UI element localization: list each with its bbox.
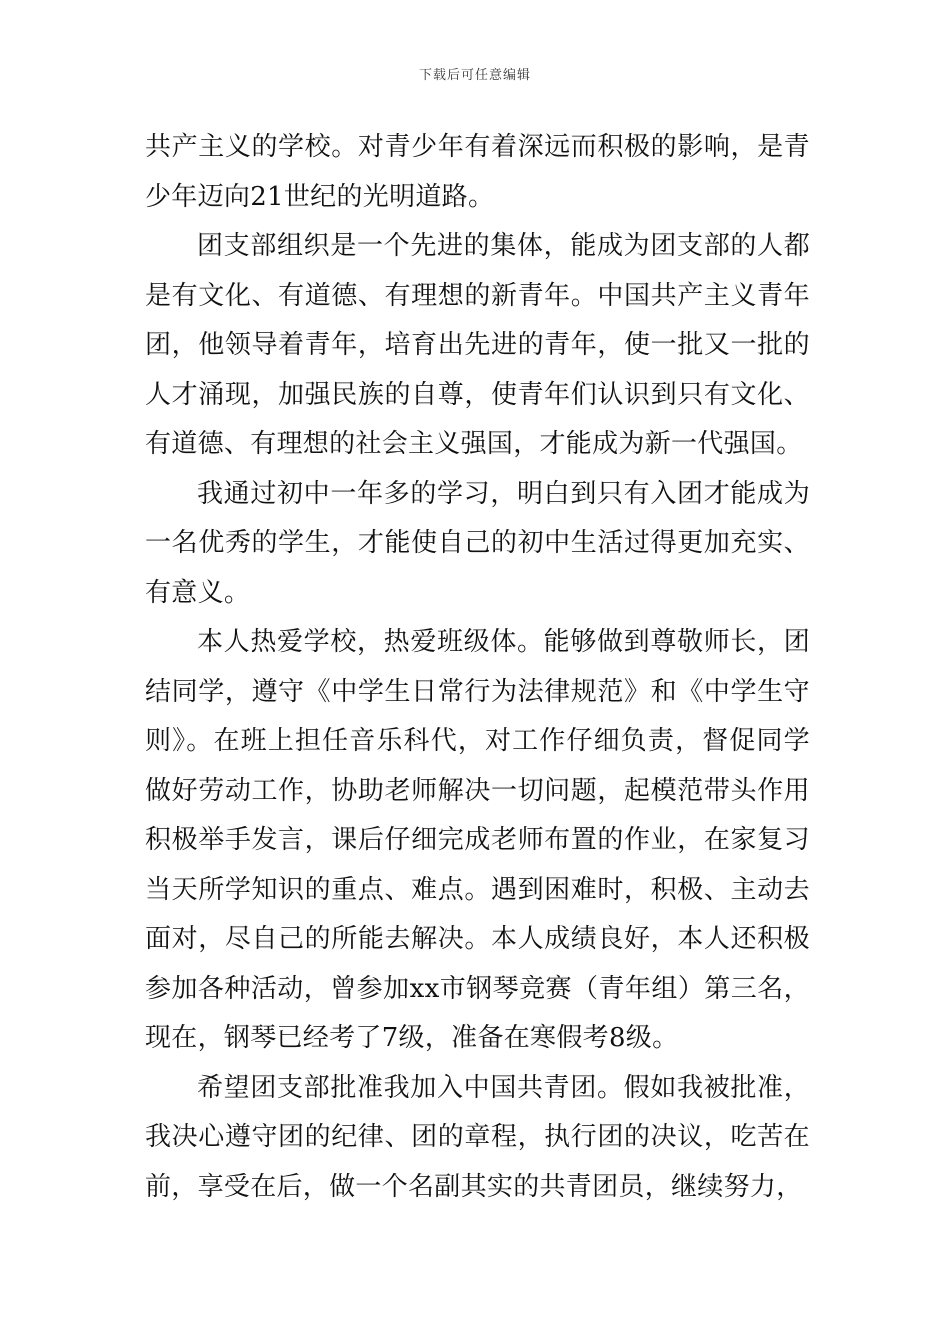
header-note: 下载后可任意编辑 [418,68,531,83]
paragraph-4: 本人热爱学校，热爱班级体。能够做到尊敬师长，团结同学，遵守《中学生日常行为法律规范》和《中学生守则》。在班上担任音乐科代，对工作仔细负责，督促同学做好劳动工作，协助老师解决一切问题，起模范带头作用积极举手发言，课后仔细完成老师布置的作业，在家复习当天所学知识的重点、难点。遇到困难时，积极、主动去面对，尽自己的所能去解决。本人成绩良好，本人还积极参加各种活动，曾参加xx市钢琴竞赛（青年组）第三名，现在，钢琴已经考了7级，准备在寒假考8级。 [145,627,810,1053]
paragraph-5: 希望团支部批准我加入中国共青团。假如我被批准，我决心遵守团的纪律、团的章程，执行团的决议，吃苦在前，享受在后，做一个名副其实的共青团员，继续努力， [145,1072,810,1202]
paragraph-3: 我通过初中一年多的学习，明白到只有入团才能成为一名优秀的学生，才能使自己的初中生活过得更加充实、有意义。 [145,478,810,608]
document-body [145,123,810,1212]
paragraph-2: 团支部组织是一个先进的集体，能成为团支部的人都是有文化、有道德、有理想的新青年。中国共产主义青年团，他领导着青年，培育出先进的青年，使一批又一批的人才涌现，加强民族的自尊，使青年们认识到只有文化、有道德、有理想的社会主义强国，才能成为新一代强国。 [145,231,810,459]
paragraph-1: 共产主义的学校。对青少年有着深远而积极的影响，是青少年迈向21世纪的光明道路。 [145,132,810,212]
